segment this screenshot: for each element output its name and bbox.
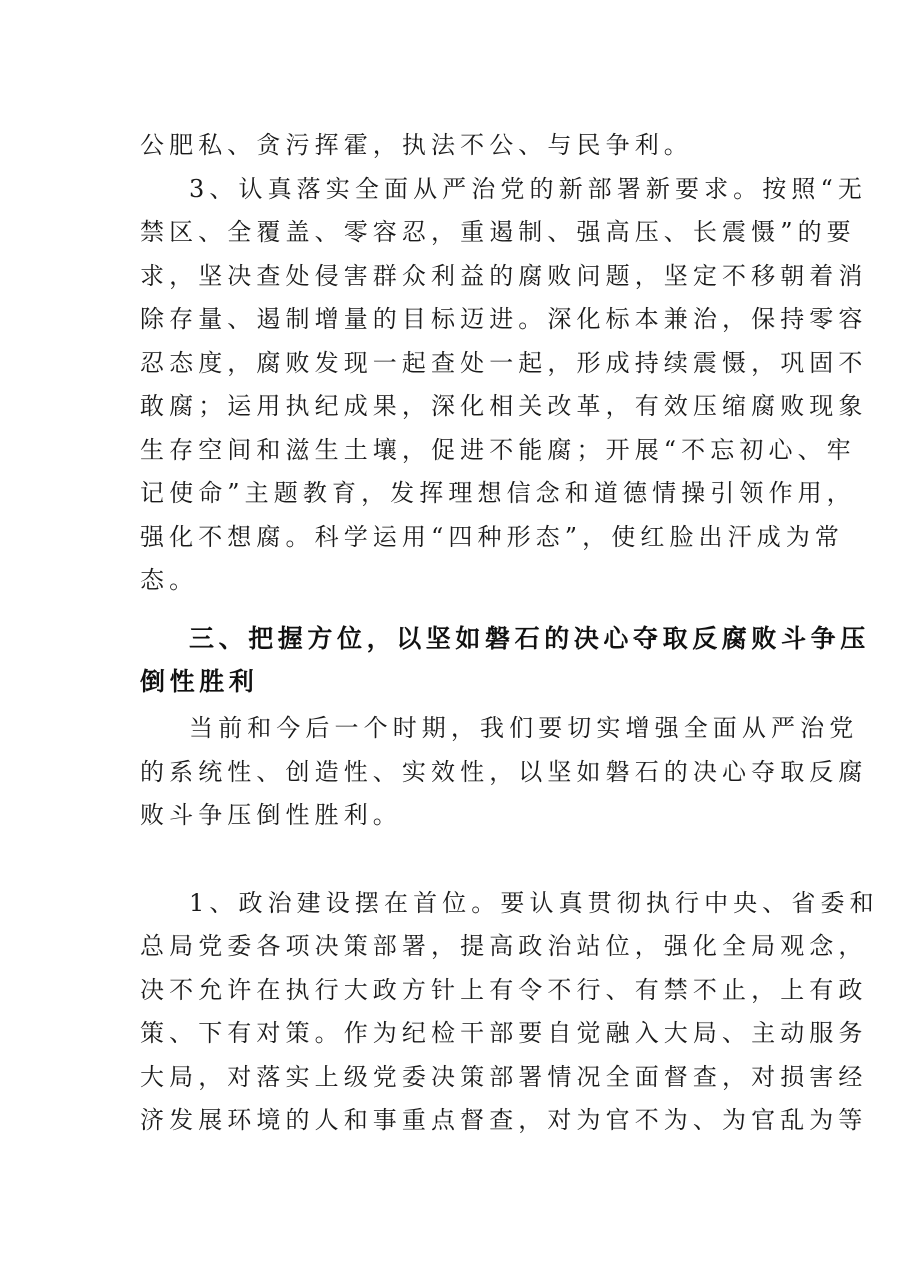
text-line: 禁区、全覆盖、零容忍，重遏制、强高压、长震慑”的要 [140, 218, 856, 246]
text-line: 当前和今后一个时期，我们要切实增强全面从严治党 [189, 714, 859, 742]
text-line: 态。 [140, 566, 199, 594]
text-line: 求，坚决查处侵害群众利益的腐败问题，坚定不移朝着消 [140, 262, 868, 290]
text-line: 决不允许在执行大政方针上有令不行、有禁不止，上有政 [140, 976, 868, 1004]
text-line: 记使命”主题教育，发挥理想信念和道德情操引领作用， [140, 479, 856, 507]
text-line: 公肥私、贪污挥霍，执法不公、与民争利。 [140, 131, 693, 159]
text-line: 忍态度，腐败发现一起查处一起，形成持续震慑，巩固不 [140, 349, 868, 377]
text-line: 除存量、遏制增量的目标迈进。深化标本兼治，保持零容 [140, 305, 868, 333]
text-line: 3、认真落实全面从严治党的新部署新要求。按照“无 [189, 175, 867, 203]
text-line: 生存空间和滋生土壤，促进不能腐；开展“不忘初心、牢 [140, 436, 856, 464]
text-line: 大局，对落实上级党委决策部署情况全面督查，对损害经 [140, 1063, 868, 1091]
text-line: 济发展环境的人和事重点督查，对为官不为、为官乱为等 [140, 1106, 868, 1134]
text-line: 策、下有对策。作为纪检干部要自觉融入大局、主动服务 [140, 1019, 868, 1047]
text-line: 1、政治建设摆在首位。要认真贯彻执行中央、省委和 [189, 889, 879, 917]
section-heading: 三、把握方位，以坚如磐石的决心夺取反腐败斗争压 [189, 624, 870, 653]
text-line: 总局党委各项决策部署，提高政治站位，强化全局观念， [140, 932, 868, 960]
text-line: 的系统性、创造性、实效性，以坚如磐石的决心夺取反腐 [140, 758, 868, 786]
text-line: 强化不想腐。科学运用“四种形态”，使红脸出汗成为常 [140, 523, 845, 551]
section-heading-continued: 倒性胜利 [140, 667, 259, 696]
text-line: 败斗争压倒性胜利。 [140, 801, 402, 829]
text-line: 敢腐；运用执纪成果，深化相关改革，有效压缩腐败现象 [140, 392, 868, 420]
